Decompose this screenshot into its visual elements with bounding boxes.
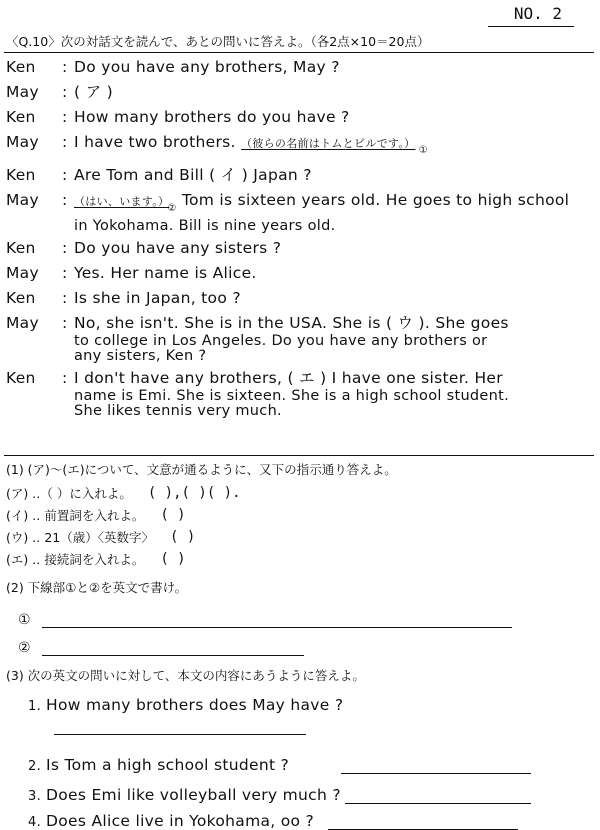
colon: : xyxy=(62,58,68,76)
item-text: Does Alice live in Yokohama, oo ? xyxy=(46,812,315,830)
colon: : xyxy=(62,83,68,101)
dialog-continuation: in Yokohama. Bill is nine years old. xyxy=(74,218,336,234)
speaker: May xyxy=(6,314,39,332)
question-3-item xyxy=(28,776,594,804)
speaker: May xyxy=(6,191,39,209)
colon: : xyxy=(62,314,68,332)
item-text: Is Tom a high school student ? xyxy=(46,756,290,774)
exercise-header: 〈Q.10〉次の対話文を読んで、あとの問いに答えよ。（各2点×10＝20点） xyxy=(6,34,430,49)
answer-line-1[interactable] xyxy=(18,600,594,628)
colon: : xyxy=(62,369,68,387)
answer-line-2[interactable] xyxy=(18,628,594,656)
item-label: (イ) xyxy=(6,508,29,523)
dialog-text: Do you have any brothers, May ? xyxy=(74,58,340,76)
circled-mark-2: ② xyxy=(18,640,31,656)
dialog-text: Yes. Her name is Alice. xyxy=(74,264,257,282)
speaker: Ken xyxy=(6,58,36,76)
dialog-continuation: any sisters, Ken ? xyxy=(74,348,207,364)
dialog-line xyxy=(6,82,594,103)
answer-rule[interactable] xyxy=(345,789,531,804)
speaker: Ken xyxy=(6,289,36,307)
dialog-line xyxy=(6,288,594,309)
dialog-line xyxy=(6,190,594,234)
page-number: NO. 2 xyxy=(513,4,562,23)
circled-mark-2: ② xyxy=(167,203,177,214)
dialog-section xyxy=(6,57,594,423)
item-text: Does Emi like volleyball very much ? xyxy=(46,786,341,804)
circled-mark-1: ① xyxy=(418,145,428,156)
item-number: 4. xyxy=(28,815,42,830)
question-3-item xyxy=(28,688,594,714)
question-2-heading: (2) 下線部①と②を英文で書け。 xyxy=(6,580,188,595)
questions-section xyxy=(6,458,594,830)
speaker: May xyxy=(6,83,39,101)
dialog-line xyxy=(6,238,594,259)
dialog-line xyxy=(6,132,594,161)
answer-rule[interactable] xyxy=(42,641,304,656)
speaker: Ken xyxy=(6,239,36,257)
dialog-text: I don't have any brothers, ( エ ) I have one sister. Her xyxy=(74,369,503,387)
header-divider xyxy=(4,52,594,53)
dialog-line xyxy=(6,368,594,419)
section-divider xyxy=(4,455,594,456)
question-1-item xyxy=(6,504,594,526)
speaker: May xyxy=(6,264,39,282)
dialog-text: How many brothers do you have ? xyxy=(74,108,350,126)
item-number: 1. xyxy=(28,699,42,714)
dialog-continuation: name is Emi. She is sixteen. She is a high school student. xyxy=(74,388,510,404)
dialog-text: Is she in Japan, too ? xyxy=(74,289,241,307)
speaker: Ken xyxy=(6,369,36,387)
underlined-japanese-1: （彼らの名前はトムとビルです。） xyxy=(241,137,416,150)
answer-blank[interactable]: ( ) xyxy=(169,529,196,545)
speaker: May xyxy=(6,133,39,151)
item-text: How many brothers does May have ? xyxy=(46,696,344,714)
question-3-item xyxy=(28,744,594,774)
item-number: 2. xyxy=(28,759,42,774)
question-3-heading: (3) 次の英文の問いに対して、本文の内容にあうように答えよ。 xyxy=(6,668,365,683)
dialog-line xyxy=(6,57,594,78)
dialog-text: No, she isn't. She is in the USA. She is ( ウ ). She goes xyxy=(74,314,509,332)
answer-rule[interactable] xyxy=(54,720,306,735)
circled-mark-1: ① xyxy=(18,612,31,628)
question-1-heading: (1) (ア)～(エ)について、文意が通るように、又下の指示通り答えよ。 xyxy=(6,462,397,477)
question-1-item xyxy=(6,548,594,570)
colon: : xyxy=(62,264,68,282)
underlined-japanese-2: （はい、います。） xyxy=(74,195,170,208)
answer-rule[interactable] xyxy=(341,759,531,774)
colon: : xyxy=(62,289,68,307)
dialog-continuation: to college in Los Angeles. Do you have any brothers or xyxy=(74,333,488,349)
answer-blank[interactable]: ( ),( )( ). xyxy=(147,485,241,501)
item-label: (エ) xyxy=(6,552,29,567)
speaker: Ken xyxy=(6,166,36,184)
question-1-item xyxy=(6,526,594,548)
dialog-line xyxy=(6,165,594,186)
question-3-item xyxy=(28,804,594,830)
colon: : xyxy=(62,239,68,257)
dialog-text: I have two brothers. xyxy=(74,133,236,151)
colon: : xyxy=(62,166,68,184)
answer-rule[interactable] xyxy=(328,815,518,830)
item-text: ‥ 21（歳）〈英数字〉 xyxy=(32,530,154,545)
colon: : xyxy=(62,133,68,151)
item-label: (ア) xyxy=(6,486,29,501)
item-text: ‥ 接続詞を入れよ。 xyxy=(32,552,145,567)
dialog-text: Do you have any sisters ? xyxy=(74,239,282,257)
dialog-line xyxy=(6,313,594,364)
dialog-line xyxy=(6,107,594,128)
speaker: Ken xyxy=(6,108,36,126)
item-text: ‥ 前置詞を入れよ。 xyxy=(32,508,145,523)
item-text: ‥（ ）に入れよ。 xyxy=(32,486,132,501)
dialog-continuation: She likes tennis very much. xyxy=(74,403,282,419)
item-label: (ウ) xyxy=(6,530,29,545)
answer-blank[interactable]: ( ) xyxy=(160,507,186,523)
answer-blank[interactable]: ( ) xyxy=(160,551,186,567)
colon: : xyxy=(62,191,68,209)
dialog-text: Tom is sixteen years old. He goes to high school xyxy=(181,191,570,209)
colon: : xyxy=(62,108,68,126)
page-number-rule xyxy=(488,26,574,27)
item-number: 3. xyxy=(28,789,42,804)
answer-rule[interactable] xyxy=(42,613,512,628)
question-1-item xyxy=(6,482,594,504)
answer-line-wrapper xyxy=(54,720,594,738)
dialog-text: ( ア ) xyxy=(74,83,113,101)
dialog-line xyxy=(6,263,594,284)
dialog-text: Are Tom and Bill ( イ ) Japan ? xyxy=(74,166,312,184)
